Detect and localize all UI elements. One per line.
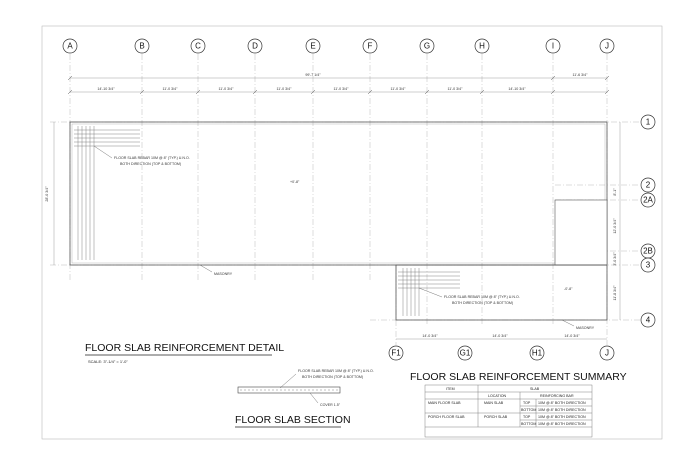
dim-right-vertical-4: 11'-8 3/4" (613, 285, 617, 301)
porch-elevation: -0'-8" (564, 287, 573, 291)
grid-bubble-F1 (389, 346, 403, 360)
section-rebar-note-1: FLOOR SLAB REBAR 10M @ 8" (TYP.) U.N.O. (298, 369, 374, 373)
grid-bubble-B (135, 39, 149, 53)
svg-text:G1: G1 (459, 348, 471, 358)
top-dimension-ticks (68, 76, 609, 94)
grid-bubble-4 (641, 313, 655, 327)
masonry-label: MASONRY (214, 272, 233, 276)
grid-bubble-2A (641, 193, 655, 207)
grid-bubble-C (191, 39, 205, 53)
section-cover-leader (310, 393, 318, 403)
svg-text:1: 1 (645, 117, 651, 127)
masonry-leader (200, 265, 212, 272)
slab-section (238, 369, 374, 407)
svg-text:3: 3 (645, 260, 651, 270)
dim-bay-3: 11'-0 3/4" (218, 87, 234, 91)
dim-bay-5: 11'-0 3/4" (333, 87, 349, 91)
grid-bubble-1 (641, 115, 655, 129)
grid-bubble-E (306, 39, 320, 53)
table-row2-bot-pos: BOTTOM (521, 422, 537, 426)
table-row1-bot-bar: 10M @ 8" BOTH DIRECTION (538, 408, 586, 412)
table-row1-item: MAIN FLOOR SLAB (428, 401, 461, 405)
svg-text:H: H (479, 41, 485, 51)
porch-rebar-leader (419, 288, 442, 297)
table-row2-top-pos: TOP (523, 415, 531, 419)
table-header-slab: SLAB (530, 387, 540, 391)
dim-right-vertical-1: 8'-1" (613, 188, 617, 196)
table-row2-top-bar: 10M @ 8" BOTH DIRECTION (538, 415, 586, 419)
dim-bay-1: 14'-10 3/4" (97, 87, 115, 91)
dim-right-vertical-2: 12'-0 3/4" (613, 218, 617, 234)
grid-bubble-D (248, 39, 262, 53)
dim-lower-3: 14'-0 3/4" (564, 334, 580, 338)
porch-slab-outline (396, 265, 607, 320)
detail-title: FLOOR SLAB REINFORCEMENT DETAIL (85, 342, 285, 354)
table-header-reinforcing: REINFORCING BAR (540, 394, 574, 398)
svg-text:D: D (252, 41, 258, 51)
table-header-item: ITEM (446, 387, 455, 391)
porch-rebar-note-2: BOTH DIRECTION (TOP & BOTTOM) (452, 301, 514, 305)
dim-bay-7: 11'-0 3/4" (447, 87, 463, 91)
svg-text:A: A (67, 41, 73, 51)
dim-right-vertical-3: 3'-0 3/4" (613, 252, 617, 266)
svg-text:H1: H1 (531, 348, 543, 358)
svg-text:2B: 2B (643, 246, 653, 256)
svg-text:2: 2 (645, 180, 651, 190)
dim-bay-6: 11'-0 3/4" (390, 87, 406, 91)
porch-slab (396, 265, 607, 330)
summary-title: FLOOR SLAB REINFORCEMENT SUMMARY (410, 371, 627, 383)
section-rebar-leader (280, 374, 296, 388)
svg-text:F: F (367, 41, 373, 51)
vertical-grid-lines (70, 54, 607, 345)
table-row1-top-pos: TOP (523, 401, 531, 405)
main-rebar-note-2: BOTH DIRECTION (TOP & BOTTOM) (120, 162, 182, 166)
porch-masonry-leader (562, 320, 574, 326)
dim-right-bay: 11'-6 3/4" (572, 73, 588, 77)
section-rebar-note-2: BOTH DIRECTION (TOP & BOTTOM) (302, 375, 364, 379)
section-title: FLOOR SLAB SECTION (235, 414, 351, 426)
porch-rebar-horizontal (398, 272, 460, 288)
svg-text:G: G (423, 41, 431, 51)
grid-bubble-G (420, 39, 434, 53)
table-row2-bot-bar: 10M @ 8" BOTH DIRECTION (538, 422, 586, 426)
grid-bubble-I (546, 39, 560, 53)
svg-text:B: B (139, 41, 145, 51)
table-row2-item: PORCH FLOOR SLAB (428, 415, 465, 419)
dim-overall: 99'-7 1/4" (305, 73, 321, 77)
dim-bay-2: 11'-0 3/4" (162, 87, 178, 91)
dim-lower-1: 14'-0 3/4" (422, 334, 438, 338)
svg-text:F1: F1 (391, 348, 401, 358)
main-elevation: +0'-8" (290, 180, 300, 184)
grid-bubble-J (600, 39, 614, 53)
porch-rebar-note-1: FLOOR SLAB REBAR 10M @ 8" (TYP.) U.N.O. (444, 295, 520, 299)
main-rebar-note-1: FLOOR SLAB REBAR 10M @ 8" (TYP.) U.N.O. (114, 156, 190, 160)
table-row1-top-bar: 10M @ 8" BOTH DIRECTION (538, 401, 586, 405)
svg-text:4: 4 (645, 315, 651, 325)
dim-bay-4: 11'-0 3/4" (276, 87, 292, 91)
slab-recess (555, 200, 607, 265)
grid-bubble-2 (641, 178, 655, 192)
svg-text:C: C (195, 41, 201, 51)
grid-bubble-J-lower (600, 346, 614, 360)
dim-left-vertical: 28'-0 3/4" (45, 186, 49, 202)
table-header-location: LOCATION (488, 394, 507, 398)
detail-scale: SCALE: 3"-1/4" = 1'-0" (88, 359, 128, 364)
porch-masonry-label: MASONRY (576, 326, 595, 330)
porch-rebar-vertical (403, 268, 419, 316)
main-rebar-horizontal (74, 130, 140, 146)
grid-bubble-3 (641, 258, 655, 272)
svg-text:J: J (605, 348, 609, 358)
grid-bubble-F (363, 39, 377, 53)
svg-text:I: I (551, 41, 555, 51)
svg-text:E: E (310, 41, 316, 51)
main-rebar-leader (94, 146, 112, 158)
grid-bubble-A (63, 39, 77, 53)
horizontal-grid-lines (50, 122, 640, 320)
svg-text:J: J (605, 41, 609, 51)
main-slab-outline (70, 122, 607, 265)
grid-bubble-H (475, 39, 489, 53)
svg-text:2A: 2A (643, 195, 653, 205)
grid-bubble-G1 (458, 346, 472, 360)
table-row1-bot-pos: BOTTOM (521, 408, 537, 412)
dim-lower-2: 14'-0 3/4" (492, 334, 508, 338)
grid-bubble-H1 (530, 346, 544, 360)
main-slab-inner-outline (72, 124, 605, 263)
table-row1-location: MAIN SLAB (484, 401, 504, 405)
dim-bay-8: 14'-10 3/4" (508, 87, 526, 91)
grid-bubble-2B (641, 244, 655, 258)
section-cover-note: COVER 1.5" (320, 403, 341, 407)
table-row2-location: PORCH SLAB (484, 415, 508, 419)
main-slab (70, 122, 607, 276)
